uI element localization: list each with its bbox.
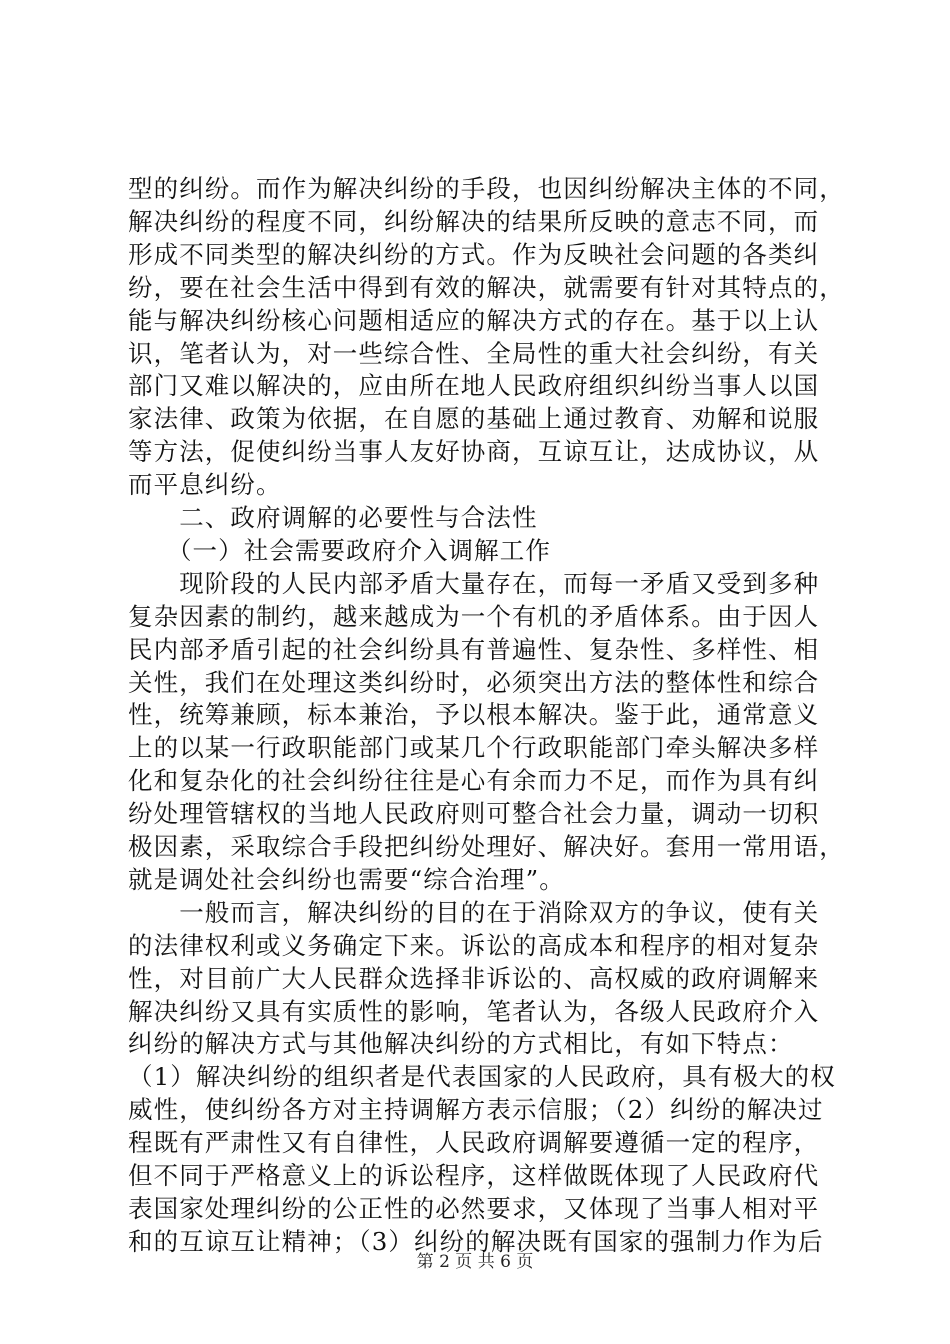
text-line: 解决纠纷又具有实质性的影响，笔者认为，各级人民政府介入	[128, 996, 820, 1026]
text-line: 形成不同类型的解决纠纷的方式。作为反映社会问题的各类纠	[128, 239, 820, 269]
text-line: 就是调处社会纠纷也需要“综合治理”。	[128, 864, 565, 894]
text-line: （1）解决纠纷的组织者是代表国家的人民政府，具有极大的权	[128, 1062, 836, 1092]
text-line: 二、政府调解的必要性与合法性	[128, 503, 538, 532]
text-line: 和的互谅互让精神；（3）纠纷的解决既有国家的强制力作为后	[128, 1226, 824, 1256]
text-line: 家法律、政策为依据，在自愿的基础上通过教育、劝解和说服	[128, 404, 820, 434]
text-line: 等方法，促使纠纷当事人友好协商，互谅互让，达成协议，从	[128, 437, 820, 467]
text-line: 威性，使纠纷各方对主持调解方表示信服；（2）纠纷的解决过	[128, 1095, 824, 1125]
text-line: 识，笔者认为，对一些综合性、全局性的重大社会纠纷，有关	[128, 338, 820, 368]
text-line: 一般而言，解决纠纷的目的在于消除双方的争议，使有关	[128, 897, 820, 927]
text-line: 化和复杂化的社会纠纷往往是心有余而力不足，而作为具有纠	[128, 766, 820, 796]
text-line: 上的以某一行政职能部门或某几个行政职能部门牵头解决多样	[128, 733, 820, 763]
text-line: 的法律权利或义务确定下来。诉讼的高成本和程序的相对复杂	[128, 930, 820, 960]
text-line: 性，统筹兼顾，标本兼治，予以根本解决。鉴于此，通常意义	[128, 700, 820, 730]
text-line: 性，对目前广大人民群众选择非诉讼的、高权威的政府调解来	[128, 963, 820, 993]
text-line: 部门又难以解决的，应由所在地人民政府组织纠纷当事人以国	[128, 371, 820, 401]
text-line: （一）社会需要政府介入调解工作	[128, 535, 551, 565]
text-line: 而平息纠纷。	[128, 470, 282, 500]
page-footer: 第 2 页 共 6 页	[416, 1252, 534, 1272]
text-line: 型的纠纷。而作为解决纠纷的手段，也因纠纷解决主体的不同，	[128, 174, 845, 203]
text-line: 能与解决纠纷核心问题相适应的解决方式的存在。基于以上认	[128, 305, 820, 335]
text-line: 解决纠纷的程度不同，纠纷解决的结果所反映的意志不同，而	[128, 206, 820, 236]
text-line: 但不同于严格意义上的诉讼程序，这样做既体现了人民政府代	[128, 1161, 820, 1190]
text-line: 现阶段的人民内部矛盾大量存在，而每一矛盾又受到多种	[128, 568, 820, 598]
text-line: 程既有严肃性又有自律性，人民政府调解要遵循一定的程序，	[128, 1128, 820, 1158]
text-line: 复杂因素的制约，越来越成为一个有机的矛盾体系。由于因人	[128, 601, 820, 631]
text-line: 纠纷的解决方式与其他解决纠纷的方式相比，有如下特点：	[128, 1029, 794, 1059]
text-line: 纷处理管辖权的当地人民政府则可整合社会力量，调动一切积	[128, 799, 820, 829]
text-line: 表国家处理纠纷的公正性的必然要求，又体现了当事人相对平	[128, 1193, 820, 1223]
text-line: 极因素，采取综合手段把纠纷处理好、解决好。套用一常用语，	[128, 832, 845, 861]
text-line: 民内部矛盾引起的社会纠纷具有普遍性、复杂性、多样性、相	[128, 634, 820, 664]
text-line: 关性，我们在处理这类纠纷时，必须突出方法的整体性和综合	[128, 667, 820, 697]
text-line: 纷，要在社会生活中得到有效的解决，就需要有针对其特点的，	[128, 272, 845, 302]
